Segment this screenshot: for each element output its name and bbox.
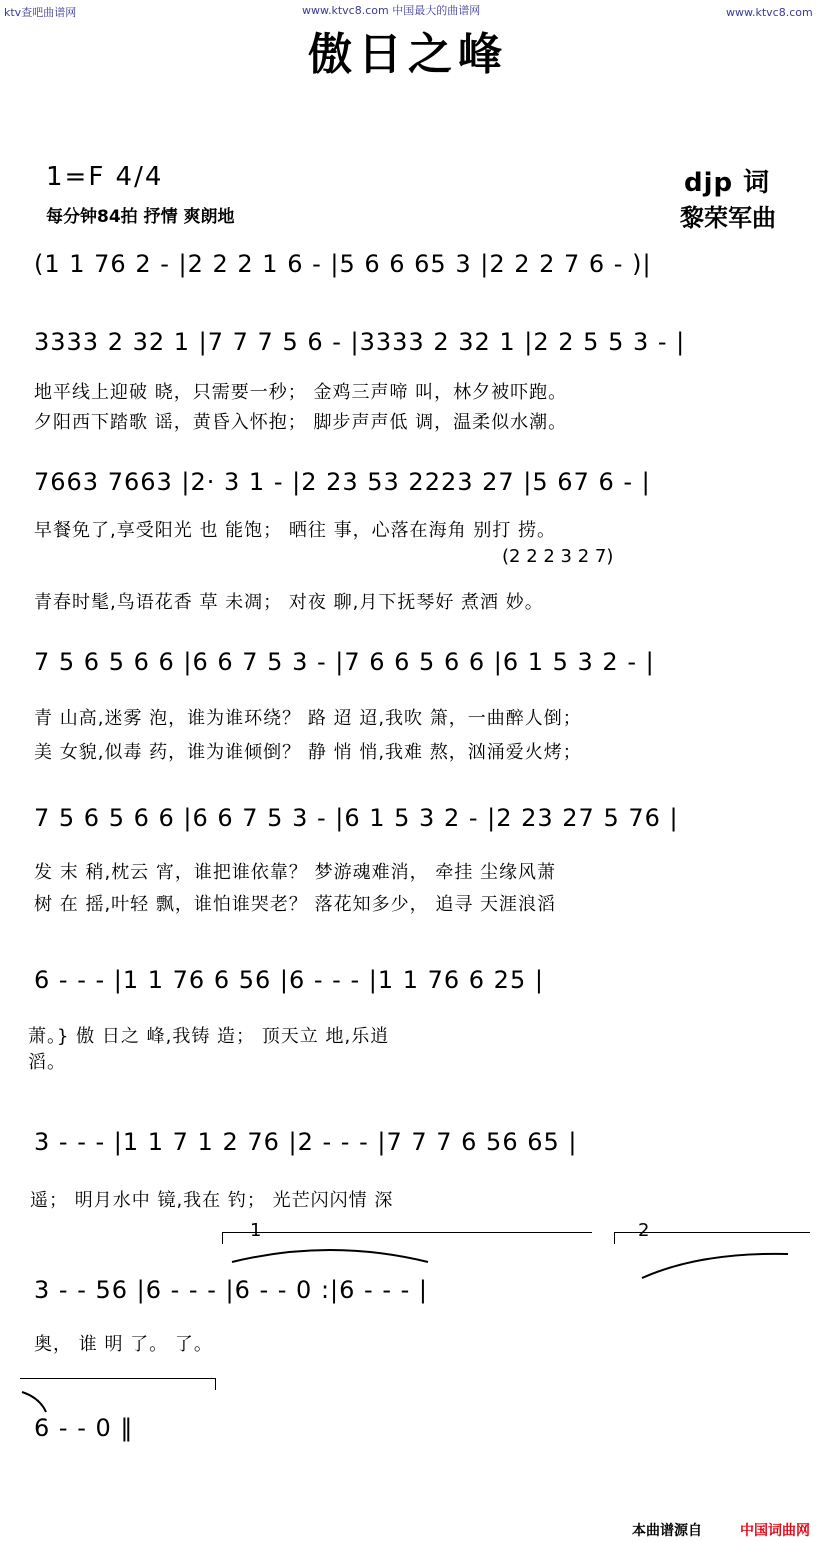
tempo-marking: 每分钟84拍 抒情 爽朗地 (46, 207, 235, 227)
lyric-line: 早餐免了,享受阳光 也 能饱； 晒往 事，心落在海角 别打 捞。 (34, 520, 557, 541)
ending-bracket (20, 1378, 216, 1379)
lyric-line: 美 女貌,似毒 药，谁为谁倾倒？ 静 悄 悄,我难 熬，汹涌爱火烤； (34, 742, 582, 763)
lyric-line: 青 山高,迷雾 泡，谁为谁环绕？ 路 迢 迢,我吹 箫，一曲醉人倒； (34, 708, 582, 729)
notation-line: 3333 2 32 1 |7 7 7 5 6 - |3333 2 32 1 |2 2 5 5 3 - | (34, 328, 686, 356)
notation-line: 7 5 6 5 6 6 |6 6 7 5 3 - |6 1 5 3 2 - |2 23 27 5 76 | (34, 804, 679, 832)
volta-2-number: 2 (638, 1220, 650, 1241)
source-link[interactable]: 中国词曲网 (740, 1523, 810, 1539)
tie-arc (640, 1250, 790, 1280)
lyric-line: 树 在 摇,叶轻 飘，谁怕谁哭老？ 落花知多少， 追寻 天涯浪滔 (34, 894, 557, 915)
lyric-line: 发 末 稍,枕云 宵，谁把谁依靠？ 梦游魂难消， 牵挂 尘缘风萧 (34, 862, 557, 883)
watermark-top-center: www.ktvc8.com 中国最大的曲谱网 (302, 4, 481, 17)
notation-line: 7 5 6 5 6 6 |6 6 7 5 3 - |7 6 6 5 6 6 |6 1 5 3 2 - | (34, 648, 655, 676)
lyricist-credit: djp 词 (684, 168, 771, 198)
notation-line: 3 - - - |1 1 7 1 2 76 |2 - - - |7 7 7 6 56 65 | (34, 1128, 578, 1156)
notation-line: 3 - - 56 |6 - - - |6 - - 0 :|6 - - - | (34, 1276, 428, 1304)
lyric-line: 萧。} 傲 日之 峰,我铸 造； 顶天立 地,乐逍 (28, 1026, 390, 1047)
lyric-line: 滔。 (28, 1052, 66, 1073)
volta-1-bracket-edge (222, 1232, 223, 1244)
watermark-top-right: www.ktvc8.com (726, 6, 813, 19)
alternate-notes: (2 2 2 3 2 7) (502, 546, 614, 567)
volta-2-bracket-edge (614, 1232, 615, 1244)
lyric-line: 夕阳西下踏歌 谣，黄昏入怀抱； 脚步声声低 调，温柔似水潮。 (34, 412, 568, 433)
lyric-line: 青春时髦,鸟语花香 草 未凋； 对夜 聊,月下抚琴好 煮酒 妙。 (34, 592, 544, 613)
key-signature: 1=F 4/4 (46, 162, 164, 192)
composer-credit: 黎荣军曲 (680, 204, 776, 232)
notation-line: 6 - - - |1 1 76 6 56 |6 - - - |1 1 76 6 25 | (34, 966, 544, 994)
tie-arc (230, 1244, 430, 1264)
lyric-line: 遥； 明月水中 镜,我在 钓； 光芒闪闪情 深 (30, 1190, 394, 1211)
source-label: 本曲谱源自 (632, 1523, 702, 1539)
ending-bracket-edge (215, 1378, 216, 1390)
notation-line: 7663 7663 |2· 3 1 - |2 23 53 2223 27 |5 67 6 - | (34, 468, 651, 496)
watermark-top-left: ktv查吧曲谱网 (4, 6, 77, 19)
lyric-line: 奥， 谁 明 了。 了。 (34, 1334, 213, 1355)
volta-1-bracket (222, 1232, 592, 1233)
song-title: 傲日之峰 (308, 29, 508, 80)
notation-line: 6 - - 0 ‖ (34, 1414, 134, 1442)
volta-1-number: 1 (250, 1220, 262, 1241)
tie-arc (20, 1390, 50, 1414)
lyric-line: 地平线上迎破 晓，只需要一秒； 金鸡三声啼 叫，林夕被吓跑。 (34, 382, 568, 403)
notation-line: (1 1 76 2 - |2 2 2 1 6 - |5 6 6 65 3 |2 2 2 7 6 - )| (34, 250, 652, 278)
